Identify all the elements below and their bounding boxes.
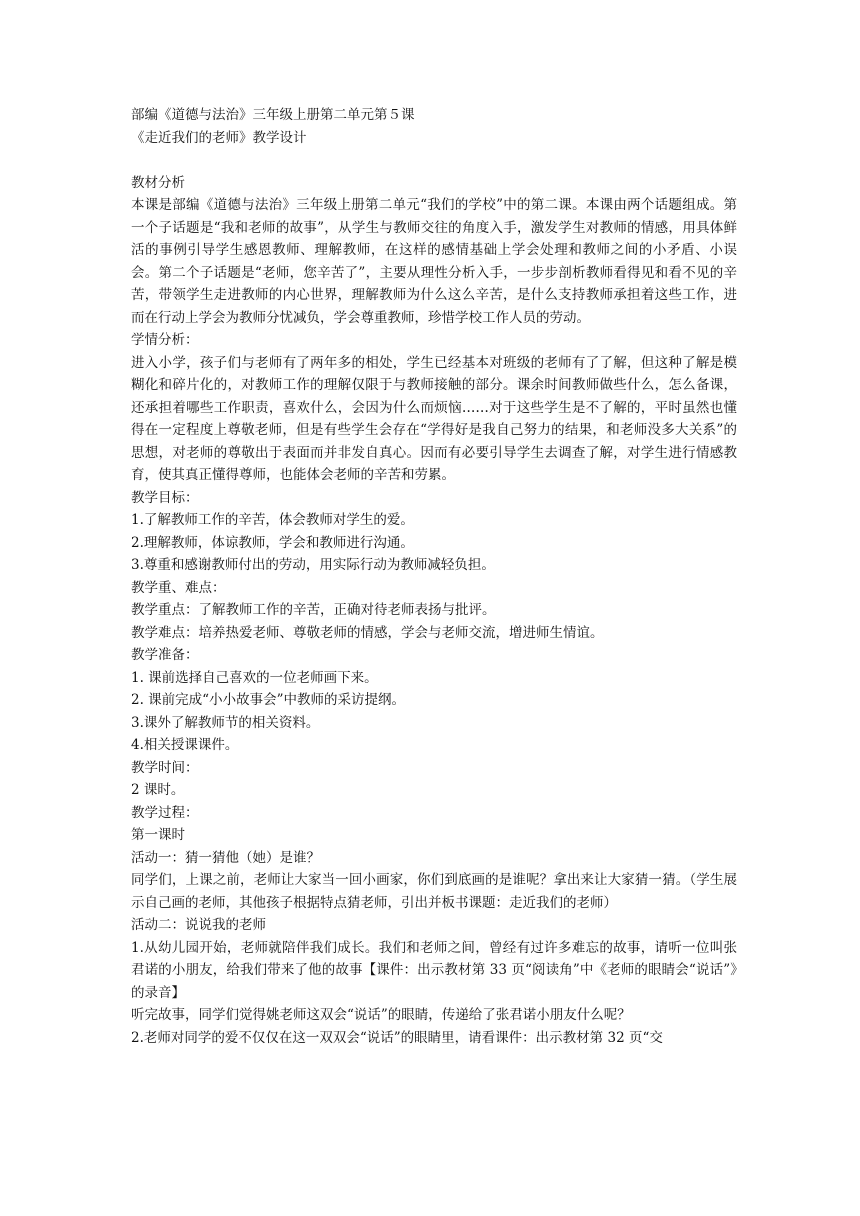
section-title-student: 学情分析： [131, 332, 199, 348]
keypoint-item: 教学重点：了解教师工作的辛苦，正确对待老师表扬与批评。 [131, 602, 496, 618]
section-title-prep: 教学准备： [131, 647, 199, 663]
activity2-paragraph: 2.老师对同学的爱不仅仅在这一双双会“说话”的眼睛里，请看课件：出示教材第 32 页“交 [131, 1029, 663, 1046]
goal-item: 3.尊重和感谢教师付出的劳动，用实际行动为教师减轻负担。 [131, 557, 495, 573]
section-title-process: 教学过程： [131, 804, 199, 821]
doc-header-line2: 《走近我们的老师》教学设计 [131, 129, 307, 146]
document-page [131, 104, 737, 1049]
goal-item: 2.理解教师，体谅教师，学会和教师进行沟通。 [131, 534, 414, 551]
section-title-keypoints: 教学重、难点： [131, 579, 226, 596]
prep-item: 2. 课前完成“小小故事会”中教师的采访提纲。 [131, 692, 405, 708]
time-value: 2 课时。 [131, 782, 185, 798]
analysis-paragraph: 本课是部编《道德与法治》三年级上册第二单元“我们的学校”中的第二课。本课由两个话题组成。第一个子话题是“我和老师的故事”，从学生与教师交往的角度入手，激发学生对教师的情感，用具体鲜活的事例引导学生感恩教师、理解教师，在这样的感情基础上学会处理和教师之间的小矛盾、小误会。第二个子话题是“老师，您辛苦了”，主要从理性分析入手，一步步剖析教师看得见和看不见的辛苦，带领学生走进教师的内心世界，理解教师为什么这么辛苦，是什么支持教师承担着这些工作，进而在行动上学会为教师分忧减负，学会尊重教师，珍惜学校工作人员的劳动。 [131, 197, 737, 326]
doc-header-line1: 部编《道德与法治》三年级上册第二单元第５课 [131, 107, 415, 123]
blank-line [131, 149, 737, 172]
activity1-title: 活动一：猜一猜他（她）是谁？ [131, 849, 320, 866]
goal-item: 1.了解教师工作的辛苦，体会教师对学生的爱。 [131, 512, 414, 528]
activity1-paragraph: 同学们，上课之前，老师让大家当一回小画家，你们到底画的是谁呢？拿出来让大家猜一猜。（学生展示自己画的老师，其他孩子根据特点猜老师，引出并板书课题：走近我们的老师） [131, 872, 737, 911]
activity2-paragraph: 听完故事，同学们觉得姚老师这双会“说话”的眼睛，传递给了张君诺小朋友什么呢？ [131, 1007, 631, 1023]
section-title-analysis: 教材分析 [131, 174, 185, 191]
section-title-goals: 教学目标： [131, 489, 199, 506]
prep-item: 4.相关授课课件。 [131, 737, 239, 753]
activity2-paragraph: 1.从幼儿园开始，老师就陪伴我们成长。我们和老师之间，曾经有过许多难忘的故事，请听一位叫张君诺的小朋友，给我们带来了他的故事【课件：出示教材第 33 页“阅读角”中《老师的眼睛会“说话”》的录音】 [131, 939, 737, 1001]
keypoint-item: 教学难点：培养热爱老师、尊敬老师的情感，学会与老师交流，增进师生情谊。 [131, 624, 604, 641]
prep-item: 3.课外了解教师节的相关资料。 [131, 714, 320, 731]
prep-item: 1. 课前选择自己喜欢的一位老师画下来。 [131, 669, 378, 686]
student-paragraph: 进入小学，孩子们与老师有了两年多的相处，学生已经基本对班级的老师有了了解，但这种了解是模糊化和碎片化的，对教师工作的理解仅限于与教师接触的部分。课余时间教师做些什么，怎么备课，还承担着哪些工作职责，喜欢什么，会因为什么而烦恼……对于这些学生是不了解的，平时虽然也懂得在一定程度上尊敬老师，但是有些学生会存在“学得好是我自己努力的结果，和老师没多大关系”的思想，对老师的尊敬出于表面而并非发自真心。因而有必要引导学生去调查了解，对学生进行情感教育，使其真正懂得尊师，也能体会老师的辛苦和劳累。 [131, 354, 737, 483]
lesson1-title: 第一课时 [131, 827, 185, 843]
section-title-time: 教学时间： [131, 759, 199, 776]
activity2-title: 活动二：说说我的老师 [131, 917, 266, 933]
